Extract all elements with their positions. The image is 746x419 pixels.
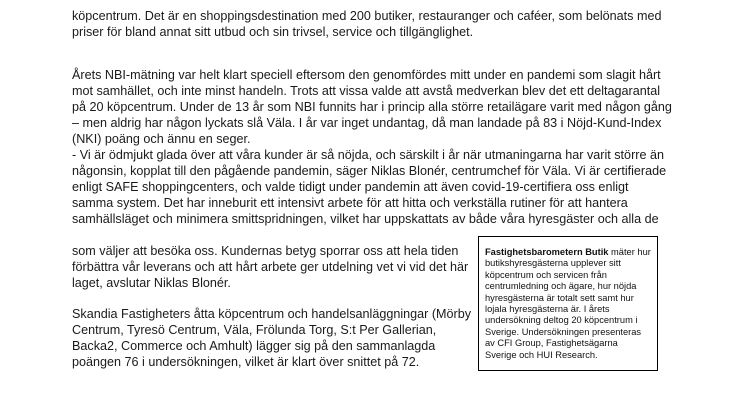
paragraph-intro: köpcentrum. Det är en shoppingsdestination med 200 butiker, restauranger och caféer, som belönats med priser för bland annat sitt utbud och sin trivsel, service och tillgänglighet.	[72, 9, 662, 39]
fact-box-title: Fastighetsbarometern Butik	[485, 247, 609, 257]
paragraph-skandia: Skandia Fastigheters åtta köpcentrum och handelsanläggningar (Mörby Centrum, Tyresö Centrum, Väla, Frölunda Torg, S:t Per Gallerian, Backa2, Commerce och Amhult) lägger sig på den sammanlagda poängen 76 i undersökningen, vilket är klart över snittet på 72.	[72, 307, 472, 369]
paragraph-quote-continued: som väljer att besöka oss. Kundernas betyg sporrar oss att hela tiden förbättra vår leverans och att hårt arbete ger utdelning vet vi vid det här laget, avslutar Niklas Blonér.	[72, 244, 469, 290]
fact-box-body: mäter hur butikshyresgästerna upplever sitt köpcentrum och servicen från centrumledning och ägare, hur nöjda hyresgästerna är totalt sett samt hur lojala hyresgästerna är. I årets undersökning deltog 20 köpcentrum i Sverige. Undersökningen presenteras av CFI Group, Fastighetsägarna Sverige och HUI Research.	[485, 247, 651, 360]
paragraph-quote: - Vi är ödmjukt glada över att våra kunder är så nöjda, och särskilt i år när utmaningarna har varit större än någonsin, kopplat till den pågående pandemin, säger Niklas Blonér, centrumchef för Väla. Vi är certifierade enligt SAFE shoppingcenters, och valde tidigt under pandemin att även covid-19-certifiera oss enligt samma system. Det har inneburit ett intensivt arbete för att hitta och verkställa rutiner för att hantera samhällsläget och minimera smittspridningen, vilket har uppskattats av både våra hyresgäster och alla de	[72, 148, 667, 226]
paragraph-nbi: Årets NBI-mätning var helt klart speciell eftersom den genomfördes mitt under en pandemi som slagit hårt mot samhället, och inte minst handeln. Trots att vissa valde att avstå medverkan blev det ett deltagarantal på 20 köpcentrum. Under de 13 år som NBI funnits har i princip alla större retailägare varit med någon gång – men aldrig har någon lyckats slå Väla. I år var inget undantag, då man landade på 83 i Nöjd-Kund-Index (NKI) poäng och ännu en seger.	[72, 68, 672, 146]
fact-box	[478, 236, 658, 371]
